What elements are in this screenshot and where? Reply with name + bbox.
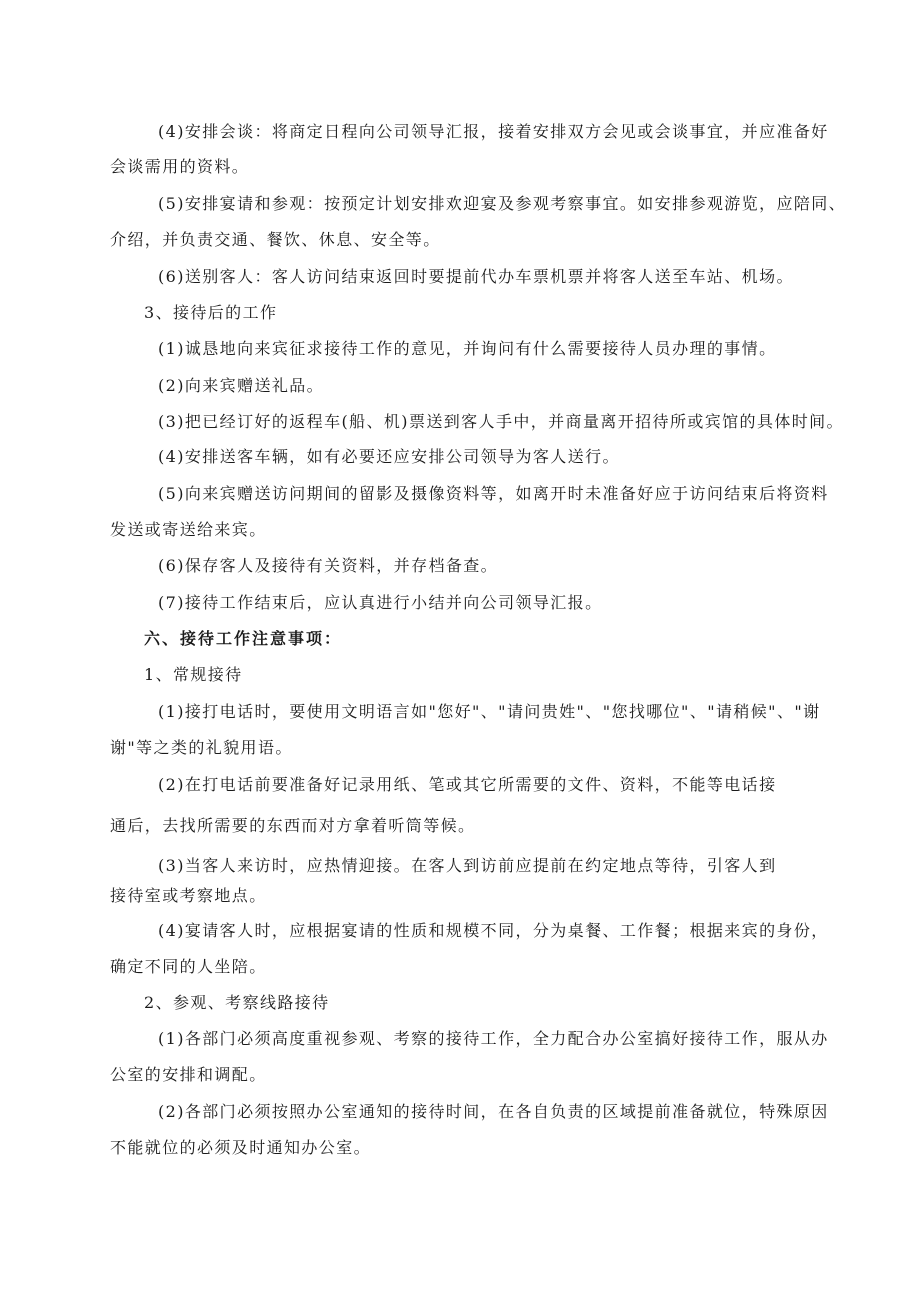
paragraph-line: 发送或寄送给来宾。 — [110, 520, 267, 539]
paragraph-line: 介绍，并负责交通、餐饮、休息、安全等。 — [110, 230, 441, 249]
paragraph-line: 通后，去找所需要的东西而对方拿着听筒等候。 — [110, 816, 476, 835]
paragraph-line: (2)各部门必须按照办公室通知的接待时间，在各自负责的区域提前准备就位，特殊原因 — [158, 1102, 829, 1121]
section-heading: 3、接待后的工作 — [144, 303, 278, 322]
paragraph-line: (3)把已经订好的返程车(船、机)票送到客人手中，并商量离开招待所或宾馆的具体时间。 — [158, 412, 844, 431]
section-heading: 1、常规接待 — [144, 665, 243, 684]
section-heading: 2、参观、考察线路接待 — [144, 993, 330, 1012]
paragraph-line: (2)向来宾赠送礼品。 — [158, 376, 325, 395]
paragraph-line: (5)安排宴请和参观：按预定计划安排欢迎宴及参观考察事宜。如安排参观游览，应陪同、 — [158, 194, 847, 213]
paragraph-line: (5)向来宾赠送访问期间的留影及摄像资料等，如离开时未准备好应于访问结束后将资料 — [158, 484, 829, 503]
paragraph-line: (2)在打电话前要准备好记录用纸、笔或其它所需要的文件、资料，不能等电话接 — [158, 775, 777, 794]
paragraph-line: (1)诚恳地向来宾征求接待工作的意见，并询问有什么需要接待人员办理的事情。 — [158, 339, 777, 358]
paragraph-line: (6)保存客人及接待有关资料，并存档备查。 — [158, 556, 499, 575]
paragraph-line: 会谈需用的资料。 — [110, 157, 250, 176]
paragraph-line: (6)送别客人：客人访问结束返回时要提前代办车票机票并将客人送至车站、机场。 — [158, 267, 794, 286]
paragraph-line: 不能就位的必须及时通知办公室。 — [110, 1138, 372, 1157]
paragraph-line: 谢"等之类的礼貌用语。 — [110, 738, 293, 757]
paragraph-line: (1)各部门必须高度重视参观、考察的接待工作，全力配合办公室搞好接待工作，服从办 — [158, 1029, 829, 1048]
paragraph-line: (1)接打电话时，要使用文明语言如"您好"、"请问贵姓"、"您找哪位"、"请稍候"、"谢 — [158, 702, 821, 721]
chapter-heading: 六、接待工作注意事项： — [144, 629, 343, 648]
paragraph-line: (4)宴请客人时，应根据宴请的性质和规模不同，分为桌餐、工作餐；根据来宾的身份， — [158, 921, 829, 940]
paragraph-line: 公室的安排和调配。 — [110, 1065, 267, 1084]
paragraph-line: 接待室或考察地点。 — [110, 886, 267, 905]
paragraph-line: (4)安排会谈：将商定日程向公司领导汇报，接着安排双方会见或会谈事宜，并应准备好 — [158, 122, 829, 141]
paragraph-line: (3)当客人来访时，应热情迎接。在客人到访前应提前在约定地点等待，引客人到 — [158, 856, 777, 875]
paragraph-line: (4)安排送客车辆，如有必要还应安排公司领导为客人送行。 — [158, 447, 620, 466]
paragraph-line: 确定不同的人坐陪。 — [110, 957, 267, 976]
paragraph-line: (7)接待工作结束后，应认真进行小结并向公司领导汇报。 — [158, 593, 603, 612]
